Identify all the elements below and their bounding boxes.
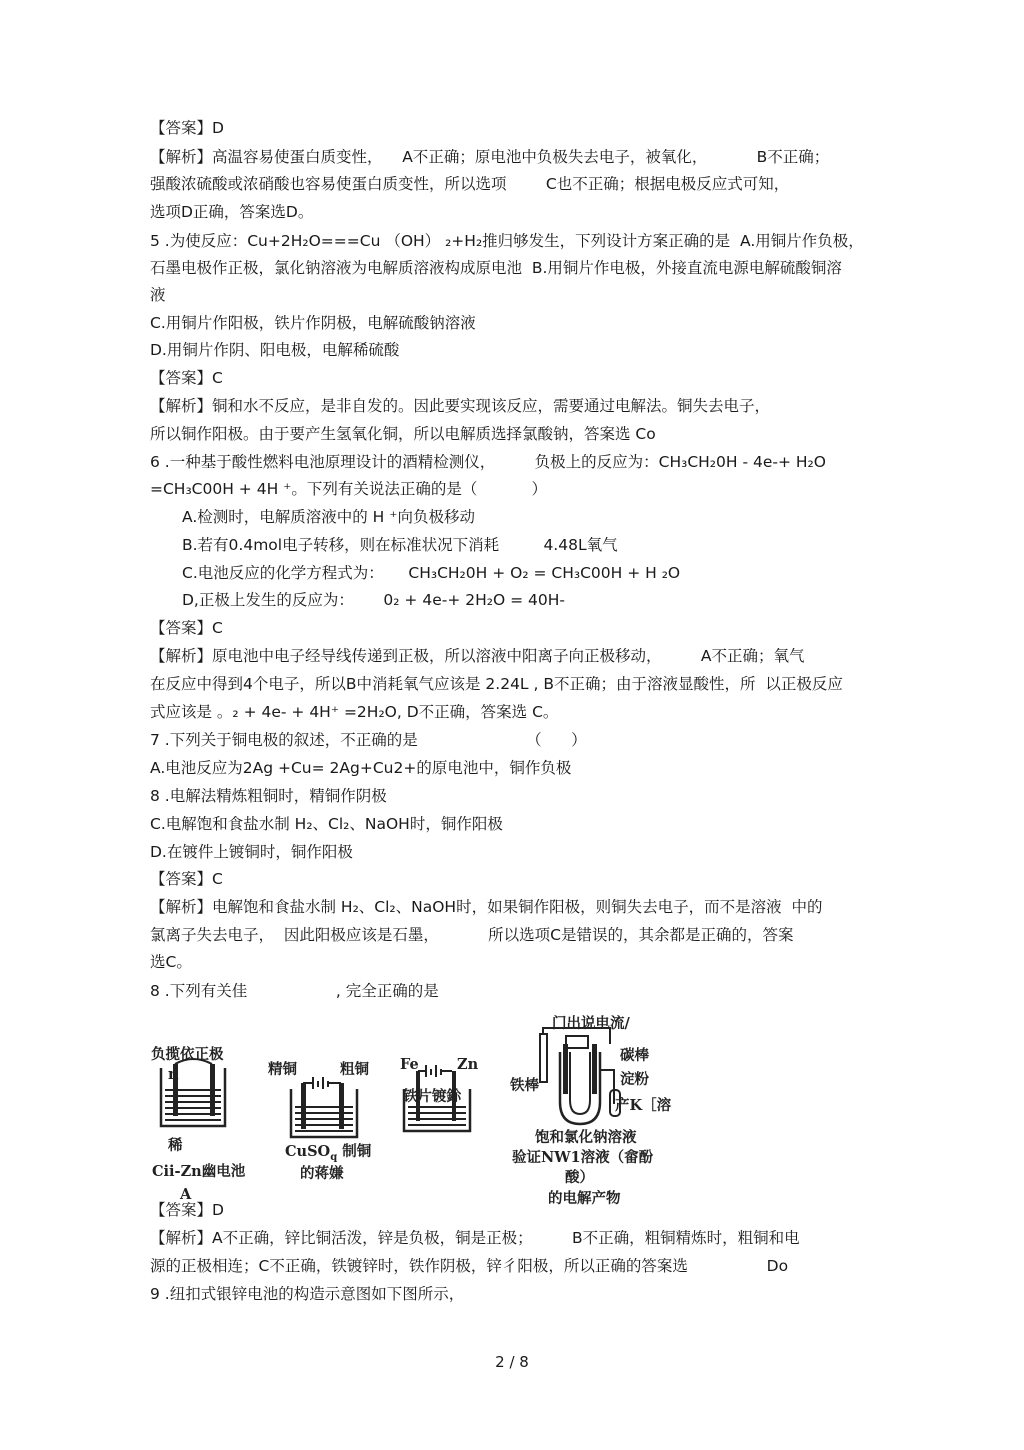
- text-line: 源的正极相连；C不正确，铁镀锌时，铁作阴极，锌彳阳极，所以正确的答案选 Do: [150, 1257, 789, 1275]
- figure-a-left-label: n: [168, 1066, 179, 1083]
- figure-a-galvanic-cell: [155, 1060, 235, 1130]
- text-line: D,正极上发生的反应为： 0₂ + 4e-+ 2H₂O = 40H-: [182, 591, 565, 609]
- text-line: 选项D正确，答案选D。: [150, 203, 314, 221]
- text-line: C.电解饱和食盐水制 H₂、Cl₂、NaOH时，铜作阳极: [150, 815, 503, 833]
- text-line: 氯离子失去电子， 因此阳极应该是石墨， 所以选项C是错误的，其余都是正确的，答案: [150, 926, 794, 944]
- text-line: 在反应中得到4个电子，所以B中消耗氧气应该是 2.24L , B不正确；由于溶液显酸性，所 以正极反应: [150, 675, 843, 693]
- figure-d-ki-label: 产K［溶: [615, 1097, 672, 1114]
- figure-d-starch-label: 淀粉: [620, 1071, 649, 1088]
- text-line: 石墨电极作正极，氯化钠溶液为电解质溶液构成原电池 B.用铜片作电极，外接直流电源电解硫酸铜溶: [150, 259, 842, 277]
- figure-d-caption-4: 的电解产物: [548, 1190, 621, 1207]
- figure-d-current-label: 门出说电流/: [552, 1015, 630, 1032]
- figure-a-bottom-label: 稀: [168, 1137, 183, 1154]
- text-line: 【解析】铜和水不反应，是非自发的。因此要实现该反应，需要通过电解法。铜失去电子，: [150, 397, 771, 415]
- text-line: 【解析】原电池中电子经导线传递到正极，所以溶液中阳离子向正极移动， A不正确；氧气: [150, 647, 805, 665]
- text-line: 7 .下列关于铜电极的叙述，不正确的是 （ ）: [150, 731, 587, 749]
- figure-d-caption-1: 饱和氯化钠溶液: [535, 1129, 637, 1146]
- figure-b-caption-1: CuSO$_q$ 制铜: [285, 1143, 372, 1163]
- text-line: 9 .纽扣式银锌电池的构造示意图如下图所示，: [150, 1285, 465, 1303]
- figure-b-caption-2: 的蒋嫌: [300, 1165, 344, 1182]
- figure-a-letter: A: [180, 1186, 192, 1203]
- text-line: 选C。: [150, 953, 192, 971]
- text-line: 【解析】电解饱和食盐水制 H₂、Cl₂、NaOH时，如果铜作阳极，则铜失去电子，而不是溶液 中的: [150, 898, 823, 916]
- figure-d-caption-3: 酸）: [565, 1169, 594, 1186]
- figure-b-left-label: 精铜: [268, 1061, 297, 1078]
- figure-a-caption: Cii-Zn幽电池: [152, 1163, 246, 1180]
- text-line: 式应该是 。₂ + 4e- + 4H⁺ =2H₂O, D不正确，答案选 C。: [150, 703, 559, 721]
- figure-b-right-label: 粗铜: [340, 1061, 369, 1078]
- figure-d-caption-2: 验证NW1溶液（畲酚: [512, 1149, 654, 1166]
- figure-b-copper-refining: [285, 1075, 365, 1140]
- text-line: B.若有0.4mol电子转移，则在标准状况下消耗 4.48L氧气: [182, 536, 618, 554]
- text-line: D.用铜片作阴、阳电极，电解稀硫酸: [150, 341, 400, 359]
- text-line: 6 .一种基于酸性燃料电池原理设计的酒精检测仪， 负极上的反应为：CH₃CH₂0H - 4e-+ H₂O: [150, 453, 826, 471]
- figure-d-carbon-rod-label: 碳棒: [620, 1047, 649, 1064]
- text-line: 【答案】C: [150, 369, 223, 387]
- text-line: 【解析】A不正确，锌比铜活泼，锌是负极，铜是正极； B不正确，粗铜精炼时，粗铜和电: [150, 1229, 800, 1247]
- page-number: 2 / 8: [495, 1353, 529, 1371]
- text-line: =CH₃C00H + 4H ⁺。下列有关说法正确的是（ ）: [150, 480, 548, 498]
- figure-c-mid-label: 铁片镀鉩: [403, 1088, 461, 1105]
- text-line: A.检测时，电解质溶液中的 H ⁺向负极移动: [182, 508, 475, 526]
- text-line: 8 .下列有关佳 , 完全正确的是: [150, 982, 439, 1000]
- figure-d-iron-rod-label: 铁棒: [510, 1077, 539, 1094]
- text-line: 液: [150, 286, 166, 304]
- figure-a-top-label: 负揽依正极: [151, 1046, 224, 1063]
- figure-c-left-label: Fe: [400, 1056, 419, 1073]
- text-line: 【解析】高温容易使蛋白质变性， A不正确；原电池中负极失去电子，被氧化， B不正确；: [150, 148, 830, 166]
- text-line: 【答案】D: [150, 1201, 224, 1219]
- figure-c-right-label: Zn: [457, 1056, 479, 1073]
- text-line: 强酸浓硫酸或浓硝酸也容易使蛋白质变性，所以选项 C也不正确；根据电极反应式可知，: [150, 175, 790, 193]
- text-line: C.电池反应的化学方程式为： CH₃CH₂0H + O₂ = CH₃C00H + H ₂O: [182, 564, 681, 582]
- text-line: 8 .电解法精炼粗铜时，精铜作阴极: [150, 787, 387, 805]
- text-line: 所以铜作阳极。由于要产生氢氧化铜，所以电解质选择氯酸钠，答案选 Co: [150, 425, 656, 443]
- text-line: A.电池反应为2Ag +Cu= 2Ag+Cu2+的原电池中，铜作负极: [150, 759, 572, 777]
- text-line: 【答案】C: [150, 619, 223, 637]
- text-line: 5 .为使反应：Cu+2H₂O===Cu （OH） ₂+H₂推归够发生，下列设计方案正确的是 A.用铜片作负极，: [150, 232, 864, 250]
- text-line: C.用铜片作阳极，铁片作阴极，电解硫酸钠溶液: [150, 314, 476, 332]
- text-line: 【答案】D: [150, 119, 224, 137]
- text-line: D.在镀件上镀铜时，铜作阳极: [150, 843, 353, 861]
- text-line: 【答案】C: [150, 870, 223, 888]
